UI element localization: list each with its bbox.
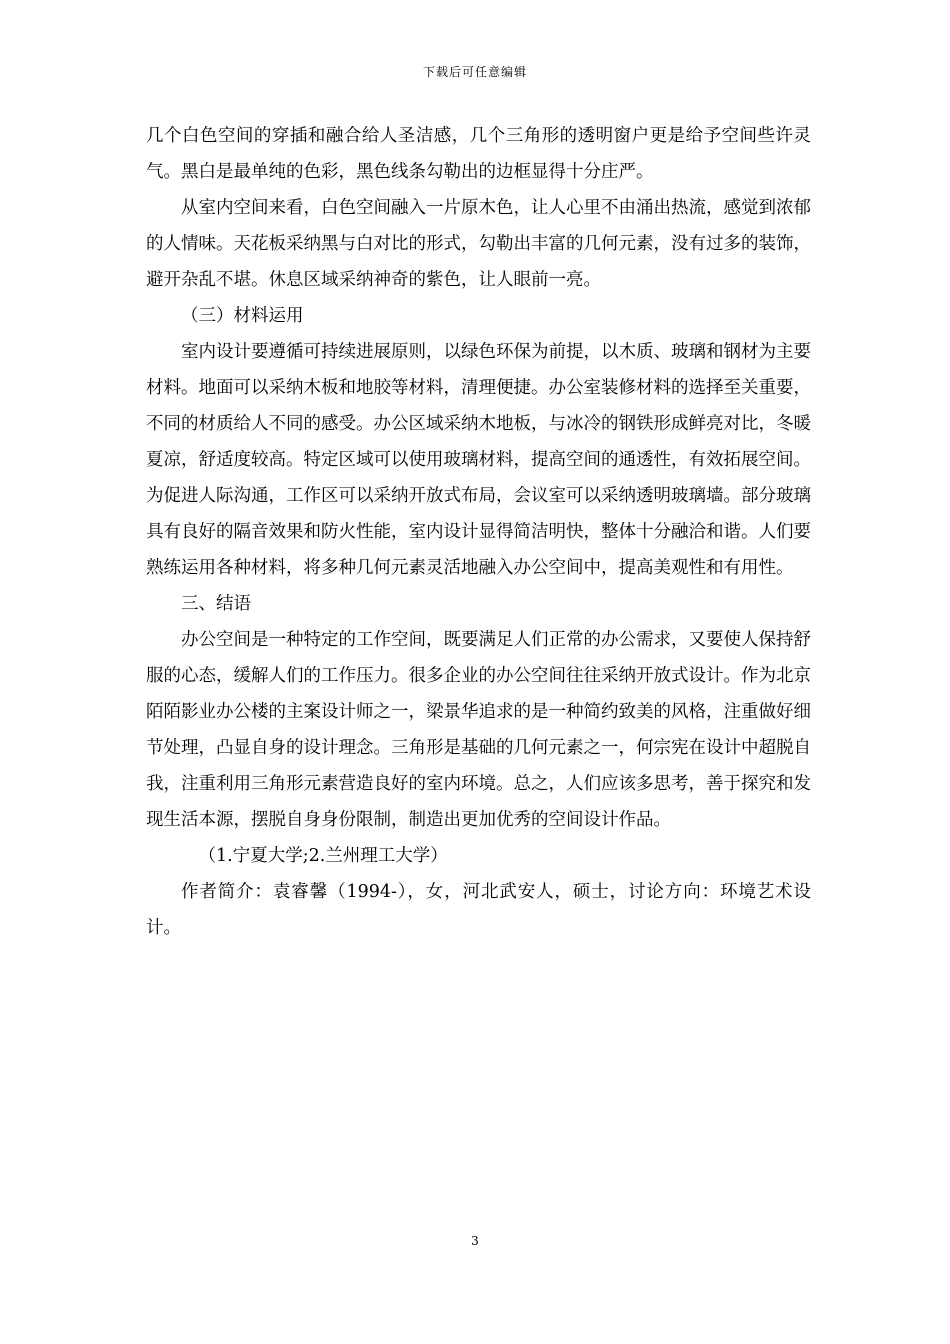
- paragraph-4: 办公空间是一种特定的工作空间，既要满足人们正常的办公需求，又要使人保持舒服的心态，缓解人们的工作压力。很多企业的办公空间往往采纳开放式设计。作为北京陌陌影业办公楼的主案设计师之一，梁景华追求的是一种简约致美的风格，注重做好细节处理，凸显自身的设计理念。三角形是基础的几何元素之一，何宗宪在设计中超脱自我，注重利用三角形元素营造良好的室内环境。总之，人们应该多思考，善于探究和发现生活本源，摆脱自身身份限制，制造出更加优秀的空间设计作品。: [146, 630, 811, 830]
- paragraph-3: 室内设计要遵循可持续进展原则，以绿色环保为前提，以木质、玻璃和钢材为主要材料。地面可以采纳木板和地胶等材料，清理便捷。办公室装修材料的选择至关重要，不同的材质给人不同的感受。办公区域采纳木地板，与冰冷的钢铁形成鲜亮对比，冬暖夏凉，舒适度较高。特定区域可以使用玻璃材料，提高空间的通透性，有效拓展空间。为促进人际沟通，工作区可以采纳开放式布局，会议室可以采纳透明玻璃墙。部分玻璃具有良好的隔音效果和防火性能，室内设计显得简洁明快，整体十分融洽和谐。人们要熟练运用各种材料，将多种几何元素灵活地融入办公空间中，提高美观性和有用性。: [146, 342, 811, 578]
- section-heading-conclusion: 三、结语: [181, 594, 251, 614]
- section-heading-materials: （三）材料运用: [181, 306, 304, 326]
- paragraph-2: 从室内空间来看，白色空间融入一片原木色，让人心里不由涌出热流，感觉到浓郁的人情味。天花板采纳黑与白对比的形式，勾勒出丰富的几何元素，没有过多的装饰，避开杂乱不堪。休息区域采纳神奇的紫色，让人眼前一亮。: [146, 198, 811, 290]
- author-bio: 作者简介：袁睿馨（1994-），女，河北武安人，硕士，讨论方向：环境艺术设计。: [146, 882, 811, 938]
- paragraph-1: 几个白色空间的穿插和融合给人圣洁感，几个三角形的透明窗户更是给予空间些许灵气。黑白是最单纯的色彩，黑色线条勾勒出的边框显得十分庄严。: [146, 126, 811, 182]
- page-number: 3: [471, 1234, 479, 1248]
- document-body: [146, 118, 811, 946]
- page-header-note: 下载后可任意编辑: [422, 65, 527, 79]
- author-affiliation: （1.宁夏大学;2.兰州理工大学）: [198, 846, 448, 866]
